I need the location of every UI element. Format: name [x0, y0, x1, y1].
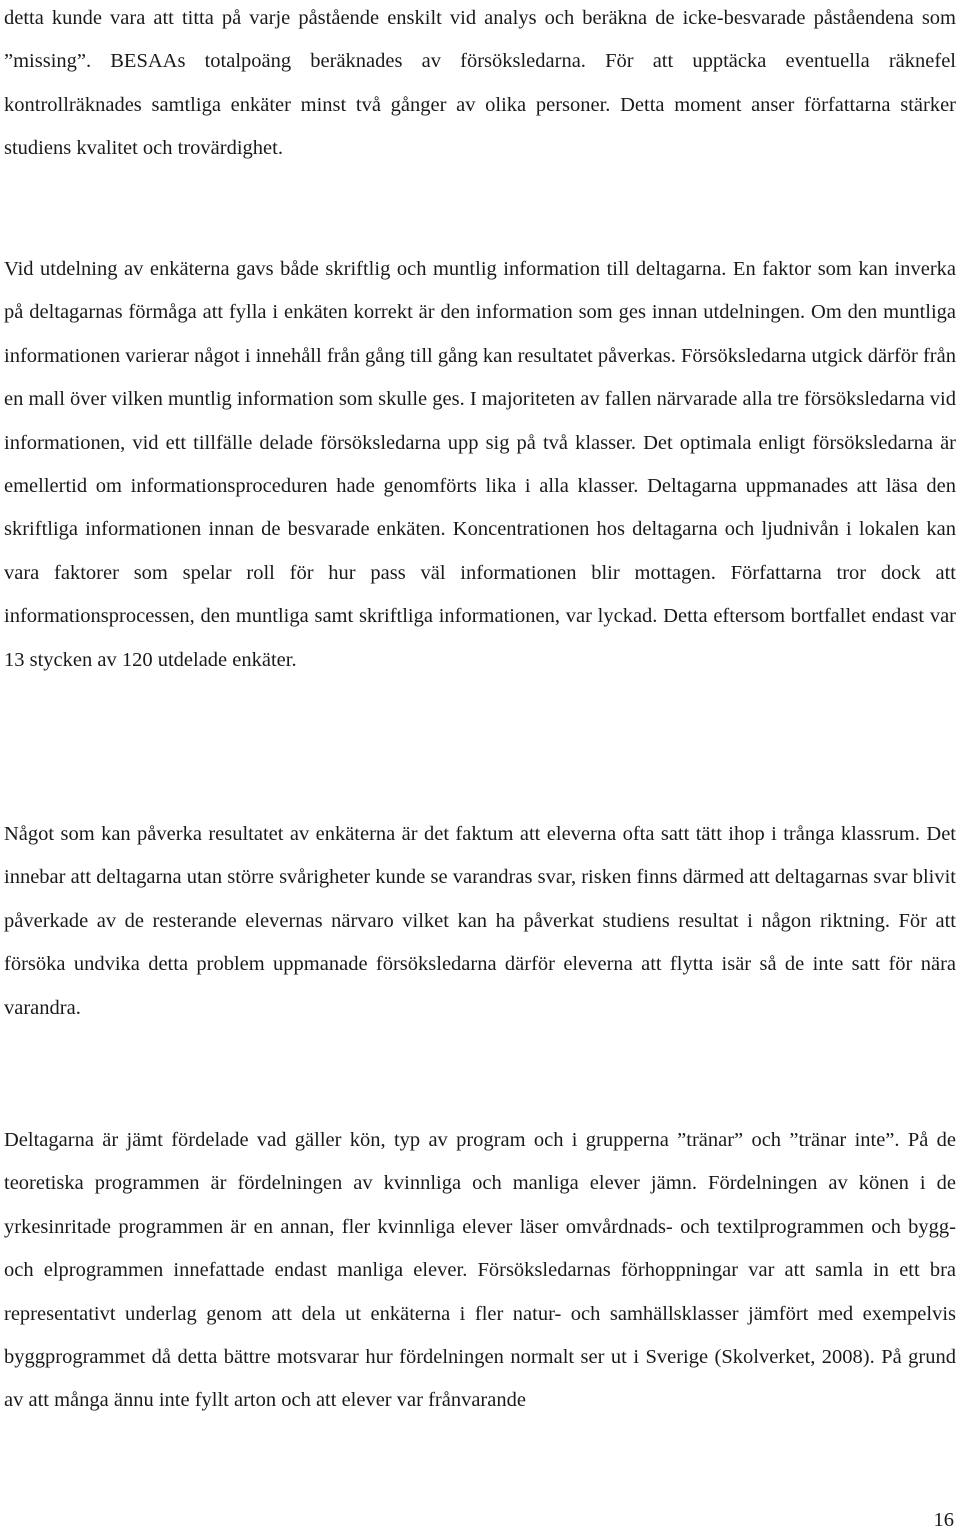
paragraph-participant-distribution: Deltagarna är jämt fördelade vad gäller kön, typ av program och i grupperna ”tränar” och ”tränar inte”. På de teoretiska programmen är fördelningen av kvinnliga och manliga elever jämn. Fördelningen av könen i de yrkesinritade programmen är en annan, fler kvinnliga elever läser omvårdnads- och textilprogrammen och bygg- och elprogrammen innefattade endast manliga elever. Försöksledarnas förhoppningar var att samla in ett bra representativt underlag genom att dela ut enkäterna i fler natur- och samhällsklasser jämfört med exempelvis byggprogrammet då detta bättre motsvarar hur fördelningen normalt ser ut i Sverige (Skolverket, 2008). På grund av att många ännu inte fyllt arton och att elever var frånvarande	[4, 1129, 956, 1412]
paragraph-information-distribution: Vid utdelning av enkäterna gavs både skriftlig och muntlig information till deltagarna. En faktor som kan inverka på deltagarnas förmåga att fylla i enkäten korrekt är den information som ges innan utdelningen. Om den muntliga informationen varierar något i innehåll från gång till gång kan resultatet påverkas. Försöksledarna utgick därför från en mall över vilken muntlig information som skulle ges. I majoriteten av fallen närvarade alla tre försöksledarna vid informationen, vid ett tillfälle delade försöksledarna upp sig på två klasser. Det optimala enligt försöksledarna är emellertid om informationsproceduren hade genomförts lika i alla klasser. Deltagarna uppmanades att läsa den skriftliga informationen innan de besvarade enkäten. Koncentrationen hos deltagarna och ljudnivån i lokalen kan vara faktorer som spelar roll för hur pass väl informationen blir mottagen. Författarna tror dock att informationsprocessen, den muntliga samt skriftliga informationen, var lyckad. Detta eftersom bortfallet endast var 13 stycken av 120 utdelade enkäter.	[4, 258, 956, 671]
page-number: 16	[933, 1509, 954, 1531]
paragraph-missing-values: detta kunde vara att titta på varje påstående enskilt vid analys och beräkna de icke-besvarade påståendena som ”missing”. BESAAs totalpoäng beräknades av försöksledarna. För att upptäcka eventuella räknefel kontrollräknades samtliga enkäter minst två gånger av olika personer. Detta moment anser författarna stärker studiens kvalitet och trovärdighet.	[4, 7, 956, 160]
paragraph-classroom-influence: Något som kan påverka resultatet av enkäterna är det faktum att eleverna ofta satt tätt ihop i trånga klassrum. Det innebar att deltagarna utan större svårigheter kunde se varandras svar, risken finns därmed att deltagarnas svar blivit påverkade av de resterande elevernas närvaro vilket kan ha påverkat studiens resultat i någon riktning. För att försöka undvika detta problem uppmanade försöksledarna därför eleverna att flytta isär så de inte satt för nära varandra.	[4, 823, 956, 1019]
